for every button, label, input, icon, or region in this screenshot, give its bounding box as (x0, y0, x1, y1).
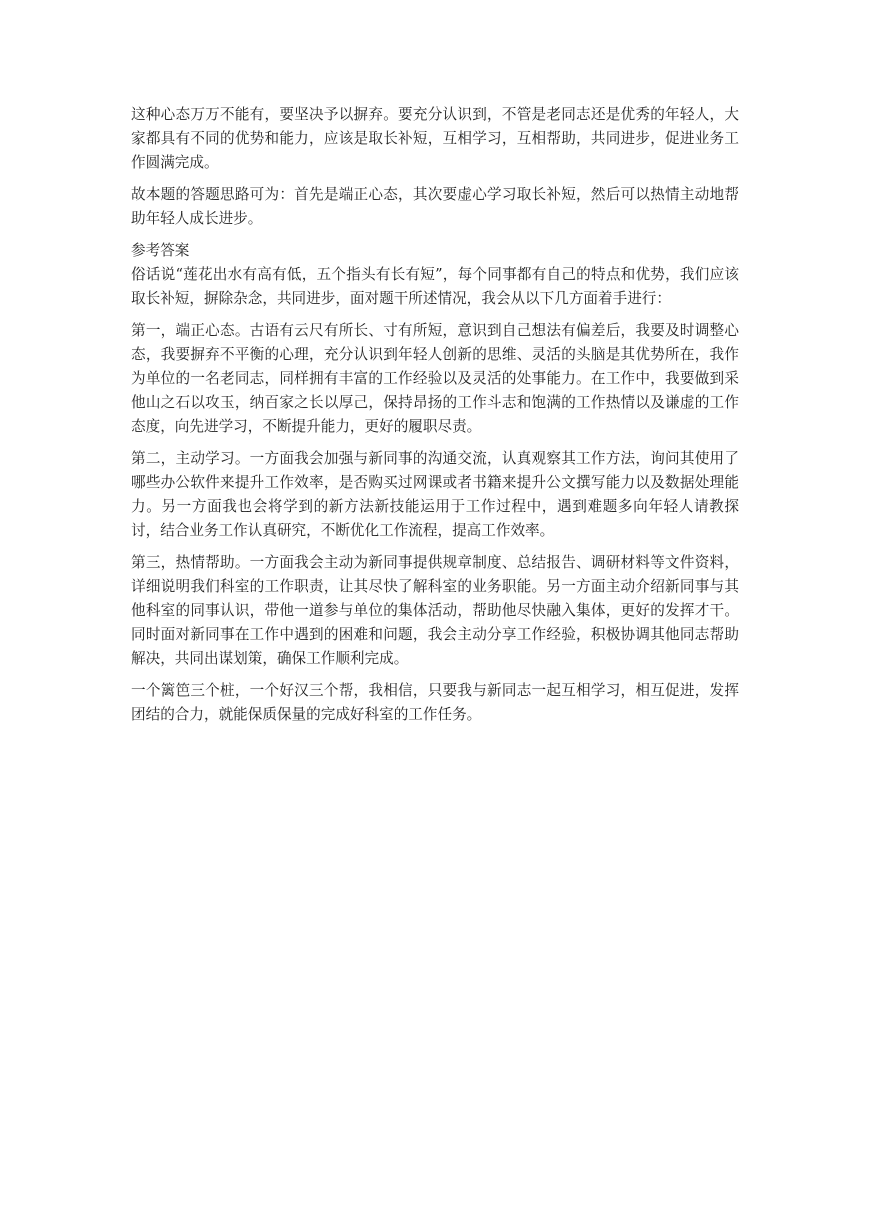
answer-paragraph-conclusion: 一个篱笆三个桩，一个好汉三个帮，我相信，只要我与新同志一起互相学习，相互促进，发挥团结的合力，就能保质保量的完成好科室的工作任务。 (131, 682, 739, 723)
answer-heading: 参考答案 (131, 242, 190, 259)
paragraph-1: 这种心态万万不能有，要坚决予以摒弃。要充分认识到，不管是老同志还是优秀的年轻人，大家都具有不同的优势和能力，应该是取长补短，互相学习，互相帮助，共同进步，促进业务工作圆满完成。 (131, 106, 739, 171)
answer-paragraph-third: 第三，热情帮助。一方面我会主动为新同事提供规章制度、总结报告、调研材料等文件资料，详细说明我们科室的工作职责，让其尽快了解科室的业务职能。另一方面主动介绍新同事与其他科室的同事认识，带他一道参与单位的集体活动，帮助他尽快融入集体，更好的发挥才干。同时面对新同事在工作中遇到的困难和问题，我会主动分享工作经验，积极协调其他同志帮助解决，共同出谋划策，确保工作顺利完成。 (131, 554, 739, 667)
answer-paragraph-first: 第一，端正心态。古语有云尺有所长、寸有所短，意识到自己想法有偏差后，我要及时调整心态，我要摒弃不平衡的心理，充分认识到年轻人创新的思维、灵活的头脑是其优势所在，我作为单位的一名老同志，同样拥有丰富的工作经验以及灵活的处事能力。在工作中，我要做到采他山之石以攻玉，纳百家之长以厚己，保持昂扬的工作斗志和饱满的工作热情以及谦虚的工作态度，向先进学习，不断提升能力，更好的履职尽责。 (131, 322, 739, 435)
document-page (131, 103, 739, 735)
answer-paragraph-second: 第二，主动学习。一方面我会加强与新同事的沟通交流，认真观察其工作方法，询问其使用了哪些办公软件来提升工作效率，是否购买过网课或者书籍来提升公文撰写能力以及数据处理能力。另一方面我也会将学到的新方法新技能运用于工作过程中，遇到难题多向年轻人请教探讨，结合业务工作认真研究，不断优化工作流程，提高工作效率。 (131, 450, 739, 539)
answer-paragraph-intro: 俗话说“莲花出水有高有低，五个指头有长有短”，每个同事都有自己的特点和优势，我们应该取长补短，摒除杂念，共同进步，面对题干所述情况，我会从以下几方面着手进行： (131, 266, 739, 307)
paragraph-2: 故本题的答题思路可为：首先是端正心态，其次要虚心学习取长补短，然后可以热情主动地帮助年轻人成长进步。 (131, 186, 739, 227)
